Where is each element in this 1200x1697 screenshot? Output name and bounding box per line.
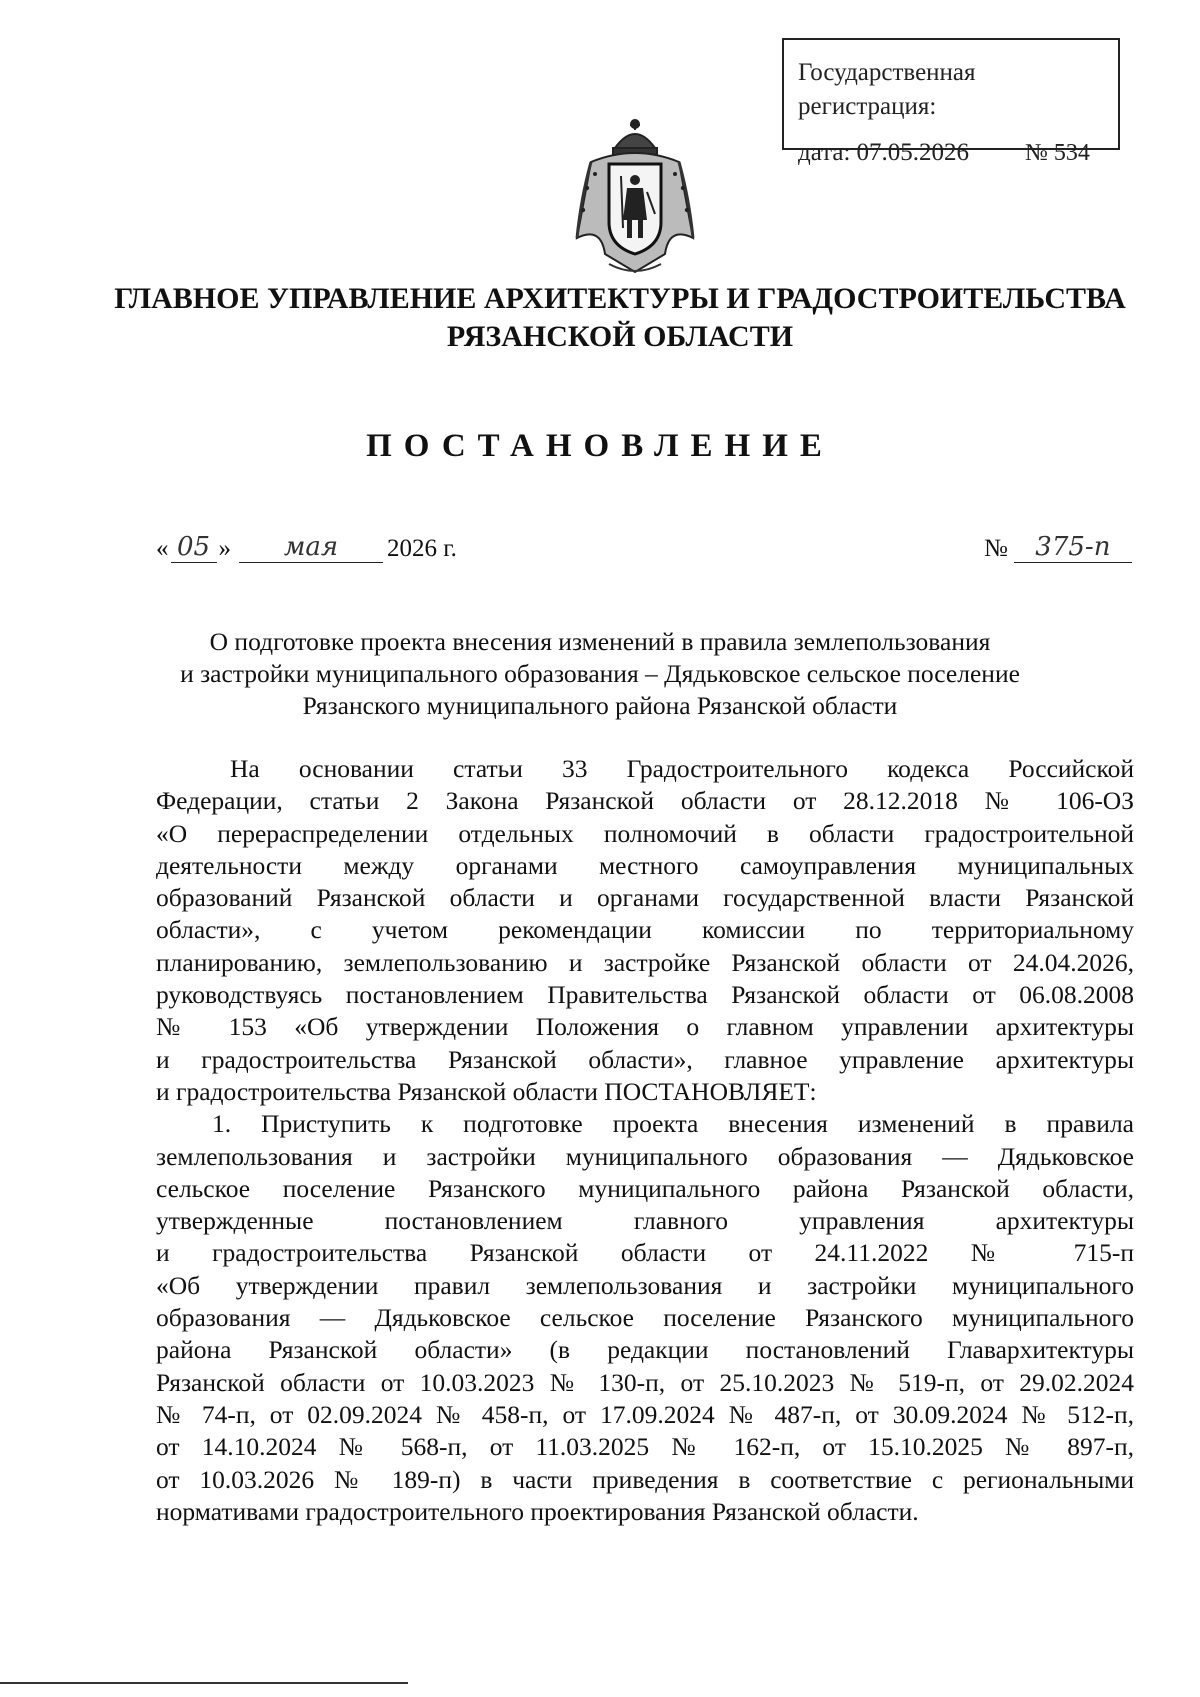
body-line: На основании статьи 33 Градостроительного кодекса Российской [230,754,1134,783]
body-line: нормативами градостроительного проектирования Рязанской области. [156,1496,919,1526]
document-number-handwritten: 375-п [1014,532,1132,563]
organization-title [100,280,1140,356]
body-line: района Рязанской области» (в редакции постановлений Главархитектуры [156,1335,1134,1365]
body-line: образований Рязанской области и органами государственной власти Рязанской [156,883,1134,913]
body-line: руководствуясь постановлением Правительства Рязанской области от 06.08.2008 [156,980,1134,1010]
body-line: утвержденные постановлением главного управления архитектуры [156,1206,1134,1236]
body-line: № 153 «Об утверждении Положения о главном управлении архитектуры [156,1012,1134,1042]
registration-date-value: 07.05.2026 [856,139,969,166]
date-year: 2026 г. [387,535,457,562]
registration-number: № 534 [1024,140,1090,166]
document-subject [120,626,1080,722]
subject-line: и застройки муниципального образования – Дядьковское сельское поселение [180,659,1020,688]
document-body [156,753,1134,1528]
registration-details [798,136,1118,170]
body-line: № 74-п, от 02.09.2024 № 458-п, от 17.09.2024 № 487-п, от 30.09.2024 № 512-п, [156,1399,1134,1429]
body-line: землепользования и застройки муниципального образования — Дядьковское [156,1141,1134,1171]
ryazan-coat-of-arms-icon [569,118,701,276]
date-open-quote: « [156,535,169,562]
footer-divider [0,1682,408,1684]
registration-heading: Государственная регистрация: [798,59,976,120]
document-number [984,532,1132,563]
body-line: и градостроительства Рязанской области», главное управление архитектуры [156,1044,1134,1074]
body-line: сельское поселение Рязанского муниципального района Рязанской области, [156,1173,1134,1203]
date-close-quote: » [218,535,231,562]
document-type-heading: ПОСТАНОВЛЕНИЕ [366,428,834,464]
organization-title-line2: РЯЗАНСКОЙ ОБЛАСТИ [446,320,794,353]
body-line: Рязанской области от 10.03.2023 № 130-п, от 25.10.2023 № 519-п, от 29.02.2024 [156,1367,1134,1397]
body-line: и градостроительства Рязанской области от 24.11.2022 № 715-п [156,1238,1134,1268]
body-line: Федерации, статьи 2 Закона Рязанской области от 28.12.2018 № 106-ОЗ [156,786,1134,816]
date-month-handwritten: мая [239,532,383,563]
subject-line: О подготовке проекта внесения изменений в правила землепользования [209,627,991,656]
document-date [156,532,457,563]
body-line: области», с учетом рекомендации комиссии по территориальному [156,915,1134,945]
body-line: деятельности между органами местного самоуправления муниципальных [156,850,1134,880]
body-line: и градостроительства Рязанской области ПОСТАНОВЛЯЕТ: [156,1076,817,1106]
body-line: образования — Дядьковское сельское поселение Рязанского муниципального [156,1303,1134,1333]
registration-date-label: дата: [798,139,851,166]
subject-line: Рязанского муниципального района Рязанской области [302,691,898,720]
body-line: «О перераспределении отдельных полномочий в области градостроительной [156,818,1134,848]
registration-stamp [782,38,1120,166]
body-line: «Об утверждении правил землепользования и застройки муниципального [156,1270,1134,1300]
body-line: от 10.03.2026 № 189-п) в части приведения в соответствие с региональными [156,1464,1134,1494]
body-line: 1. Приступить к подготовке проекта внесения изменений в правила [212,1109,1134,1139]
date-day-handwritten: 05 [171,532,217,563]
body-line: от 14.10.2024 № 568-п, от 11.03.2025 № 162-п, от 15.10.2025 № 897-п, [156,1432,1134,1462]
document-number-prefix: № [984,535,1008,562]
organization-title-line1: ГЛАВНОЕ УПРАВЛЕНИЕ АРХИТЕКТУРЫ И ГРАДОСТРОИТЕЛЬСТВА [114,282,1126,315]
body-line: планированию, землепользованию и застройке Рязанской области от 24.04.2026, [156,947,1134,977]
